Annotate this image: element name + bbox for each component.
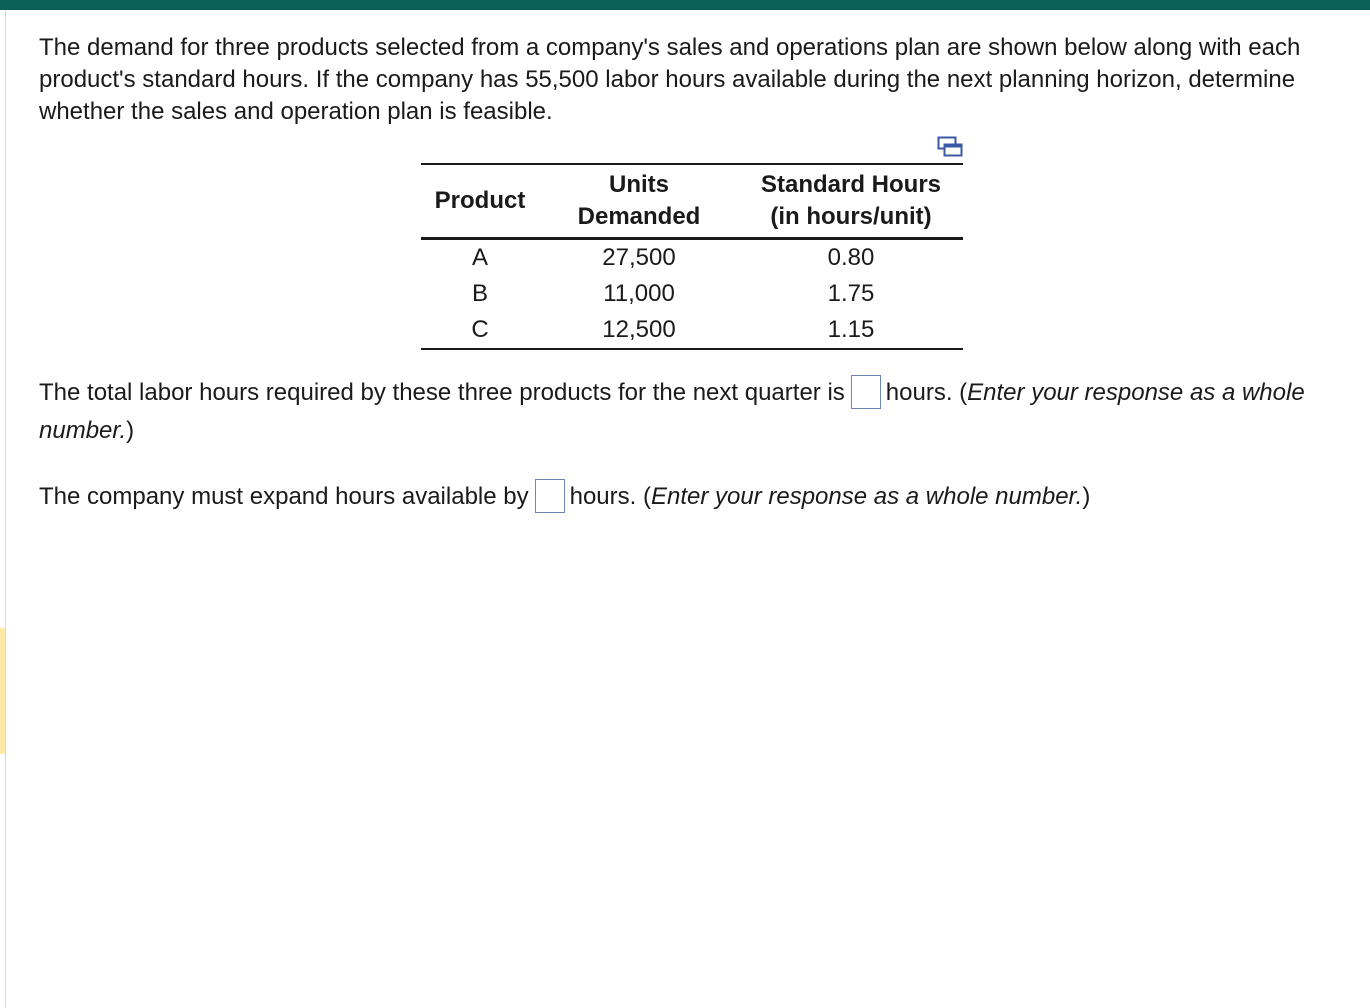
- cell-hours: 1.75: [827, 280, 875, 307]
- cell-product: B: [471, 280, 488, 307]
- table-row: [421, 312, 963, 349]
- copy-table-icon[interactable]: [937, 136, 963, 158]
- question-total-hours: [39, 374, 1349, 450]
- problem-statement: The demand for three products selected from a company's sales and operations plan are shown below along with each product's standard hours. If the company has 55,500 labor hours available during the next planning horizon, determine whether the sales and operation plan is feasible.: [39, 34, 1301, 125]
- header-hours-line1: Standard Hours: [760, 171, 942, 198]
- header-standard-hours: [739, 164, 963, 239]
- q2-text: The company must expand hours available by: [39, 483, 529, 510]
- total-hours-input[interactable]: [851, 375, 881, 409]
- cell-product: A: [471, 244, 488, 271]
- q1-instruction: Enter your response as a whole number.: [39, 379, 1305, 444]
- header-product: Product: [434, 187, 526, 214]
- top-banner: [0, 0, 1370, 10]
- header-hours-line2: (in hours/unit): [770, 203, 932, 230]
- q1-text: The total labor hours required by these three products for the next quarter is: [39, 379, 845, 406]
- header-units-line2: Demanded: [577, 203, 701, 230]
- q1-close: ): [126, 417, 135, 444]
- header-units-demanded: [539, 164, 739, 239]
- question-expand-hours: [39, 478, 1349, 516]
- cell-units: 11,000: [603, 280, 675, 307]
- q1-suffix: hours. (: [885, 379, 968, 406]
- header-units-line1: Units: [609, 171, 669, 198]
- q2-close: ): [1082, 483, 1091, 510]
- cell-hours: 1.15: [827, 316, 875, 343]
- table-row: [421, 239, 963, 277]
- expand-hours-input[interactable]: [535, 479, 565, 513]
- table-row: [421, 276, 963, 312]
- q2-suffix: hours. (: [569, 483, 651, 510]
- left-divider: [5, 10, 6, 1008]
- cell-units: 27,500: [602, 244, 676, 271]
- cell-product: C: [471, 316, 489, 343]
- cell-hours: 0.80: [827, 244, 875, 271]
- table-header-row: [421, 164, 963, 239]
- left-highlight-marker: [0, 628, 5, 754]
- demand-table: [421, 163, 963, 350]
- q2-instruction: Enter your response as a whole number.: [650, 483, 1083, 510]
- cell-units: 12,500: [602, 316, 676, 343]
